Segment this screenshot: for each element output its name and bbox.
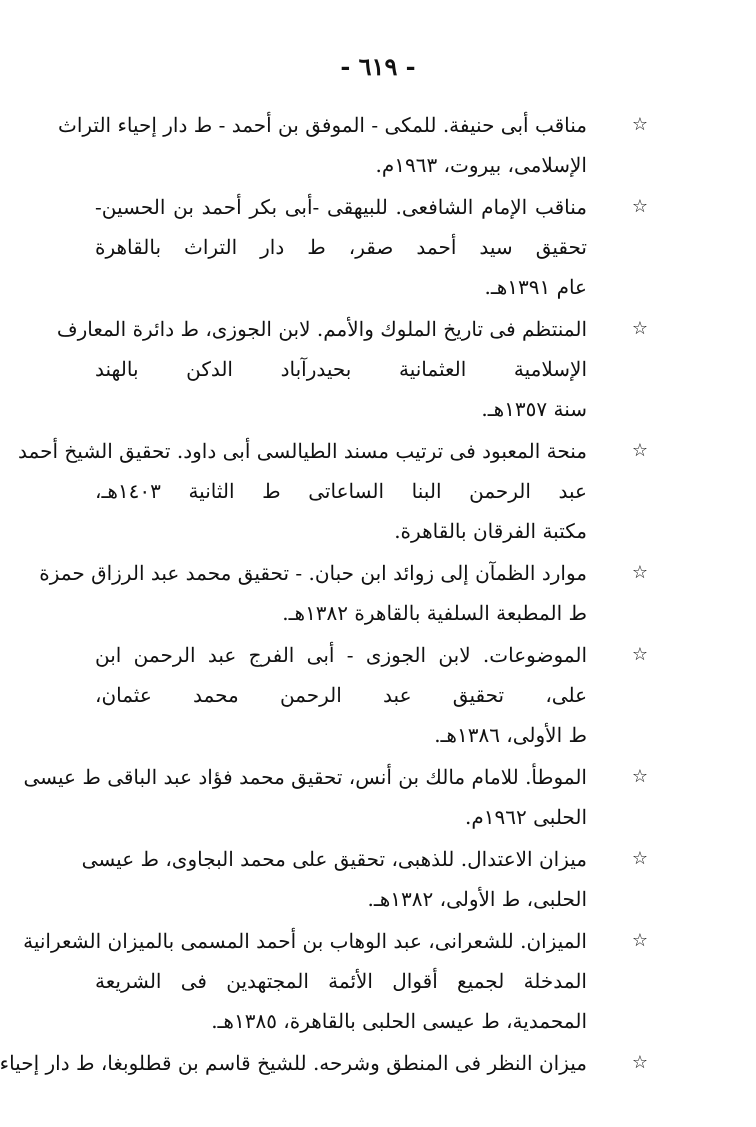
entry-line: الحلبى، ط الأولى، ١٣٨٢هـ. [367,887,587,911]
bibliography-entry [58,105,655,185]
entry-line: ط الأولى، ١٣٨٦هـ. [434,723,587,747]
star-icon: ☆ [631,1052,649,1073]
star-icon: ☆ [631,766,649,787]
bibliography-entry [95,187,655,307]
bibliography-entry [0,1043,655,1083]
entry-line: مكتبة الفرقان بالقاهرة. [394,519,587,543]
bibliography-entry [23,921,655,1041]
entry-line: ط المطبعة السلفية بالقاهرة ١٣٨٢هـ. [282,601,587,625]
entry-line: الميزان. للشعرانى، عبد الوهاب بن أحمد المسمى بالميزان الشعرانية [23,929,587,953]
entry-line: منحة المعبود فى ترتيب مسند الطيالسى أبى داود. تحقيق الشيخ أحمد [18,439,587,463]
star-icon: ☆ [631,848,649,869]
entry-line: عام ١٣٩١هـ. [484,275,587,299]
entry-line: الإسلامى، بيروت، ١٩٦٣م. [375,153,587,177]
bibliography-entry [81,839,655,919]
star-icon: ☆ [631,562,649,583]
entry-line: تحقيق سيد أحمد صقر، ط دار التراث بالقاهرة [95,235,587,259]
star-icon: ☆ [631,114,649,135]
entry-line: مناقب أبى حنيفة. للمكى - الموفق بن أحمد - ط دار إحياء التراث [58,113,587,137]
entry-line: المحمدية، ط عيسى الحلبى بالقاهرة، ١٣٨٥هـ. [211,1009,587,1033]
entry-line: ميزان الاعتدال. للذهبى، تحقيق على محمد البجاوى، ط عيسى [81,847,587,871]
star-icon: ☆ [631,440,649,461]
entry-line: الموطأ. للامام مالك بن أنس، تحقيق محمد فؤاد عبد الباقى ط عيسى [23,765,587,789]
entry-line: مناقب الإمام الشافعى. للبيهقى -أبى بكر أحمد بن الحسين- [95,195,587,219]
bibliography-entry [18,431,655,551]
entry-line: الحلبى ١٩٦٢م. [465,805,587,829]
bibliography-entry [39,553,655,633]
entry-line: ميزان النظر فى المنطق وشرحه. للشيخ قاسم بن قطلوبغا، ط دار إحياء [0,1051,587,1075]
page-number: - ٦١٩ - [340,52,416,81]
entry-line: الموضوعات. لابن الجوزى - أبى الفرج عبد الرحمن ابن [95,643,587,667]
bibliography-entry [95,635,655,755]
bibliography-entry [23,757,655,837]
star-icon: ☆ [631,930,649,951]
star-icon: ☆ [631,196,649,217]
star-icon: ☆ [631,318,649,339]
bibliography-list [0,105,655,1085]
entry-line: المنتظم فى تاريخ الملوك والأمم. لابن الجوزى، ط دائرة المعارف [56,317,587,341]
star-icon: ☆ [631,644,649,665]
entry-line: سنة ١٣٥٧هـ. [481,397,587,421]
bibliography-entry [56,309,655,429]
entry-line: الإسلامية العثمانية بحيدرآباد الدكن بالهند [95,357,587,381]
entry-line: موارد الظمآن إلى زوائد ابن حبان. - تحقيق محمد عبد الرزاق حمزة [39,561,587,585]
entry-line: المدخلة لجميع أقوال الأئمة المجتهدين فى الشريعة [95,969,587,993]
entry-line: على، تحقيق عبد الرحمن محمد عثمان، [95,683,587,707]
entry-line: عبد الرحمن البنا الساعاتى ط الثانية ١٤٠٣هـ، [95,479,587,503]
